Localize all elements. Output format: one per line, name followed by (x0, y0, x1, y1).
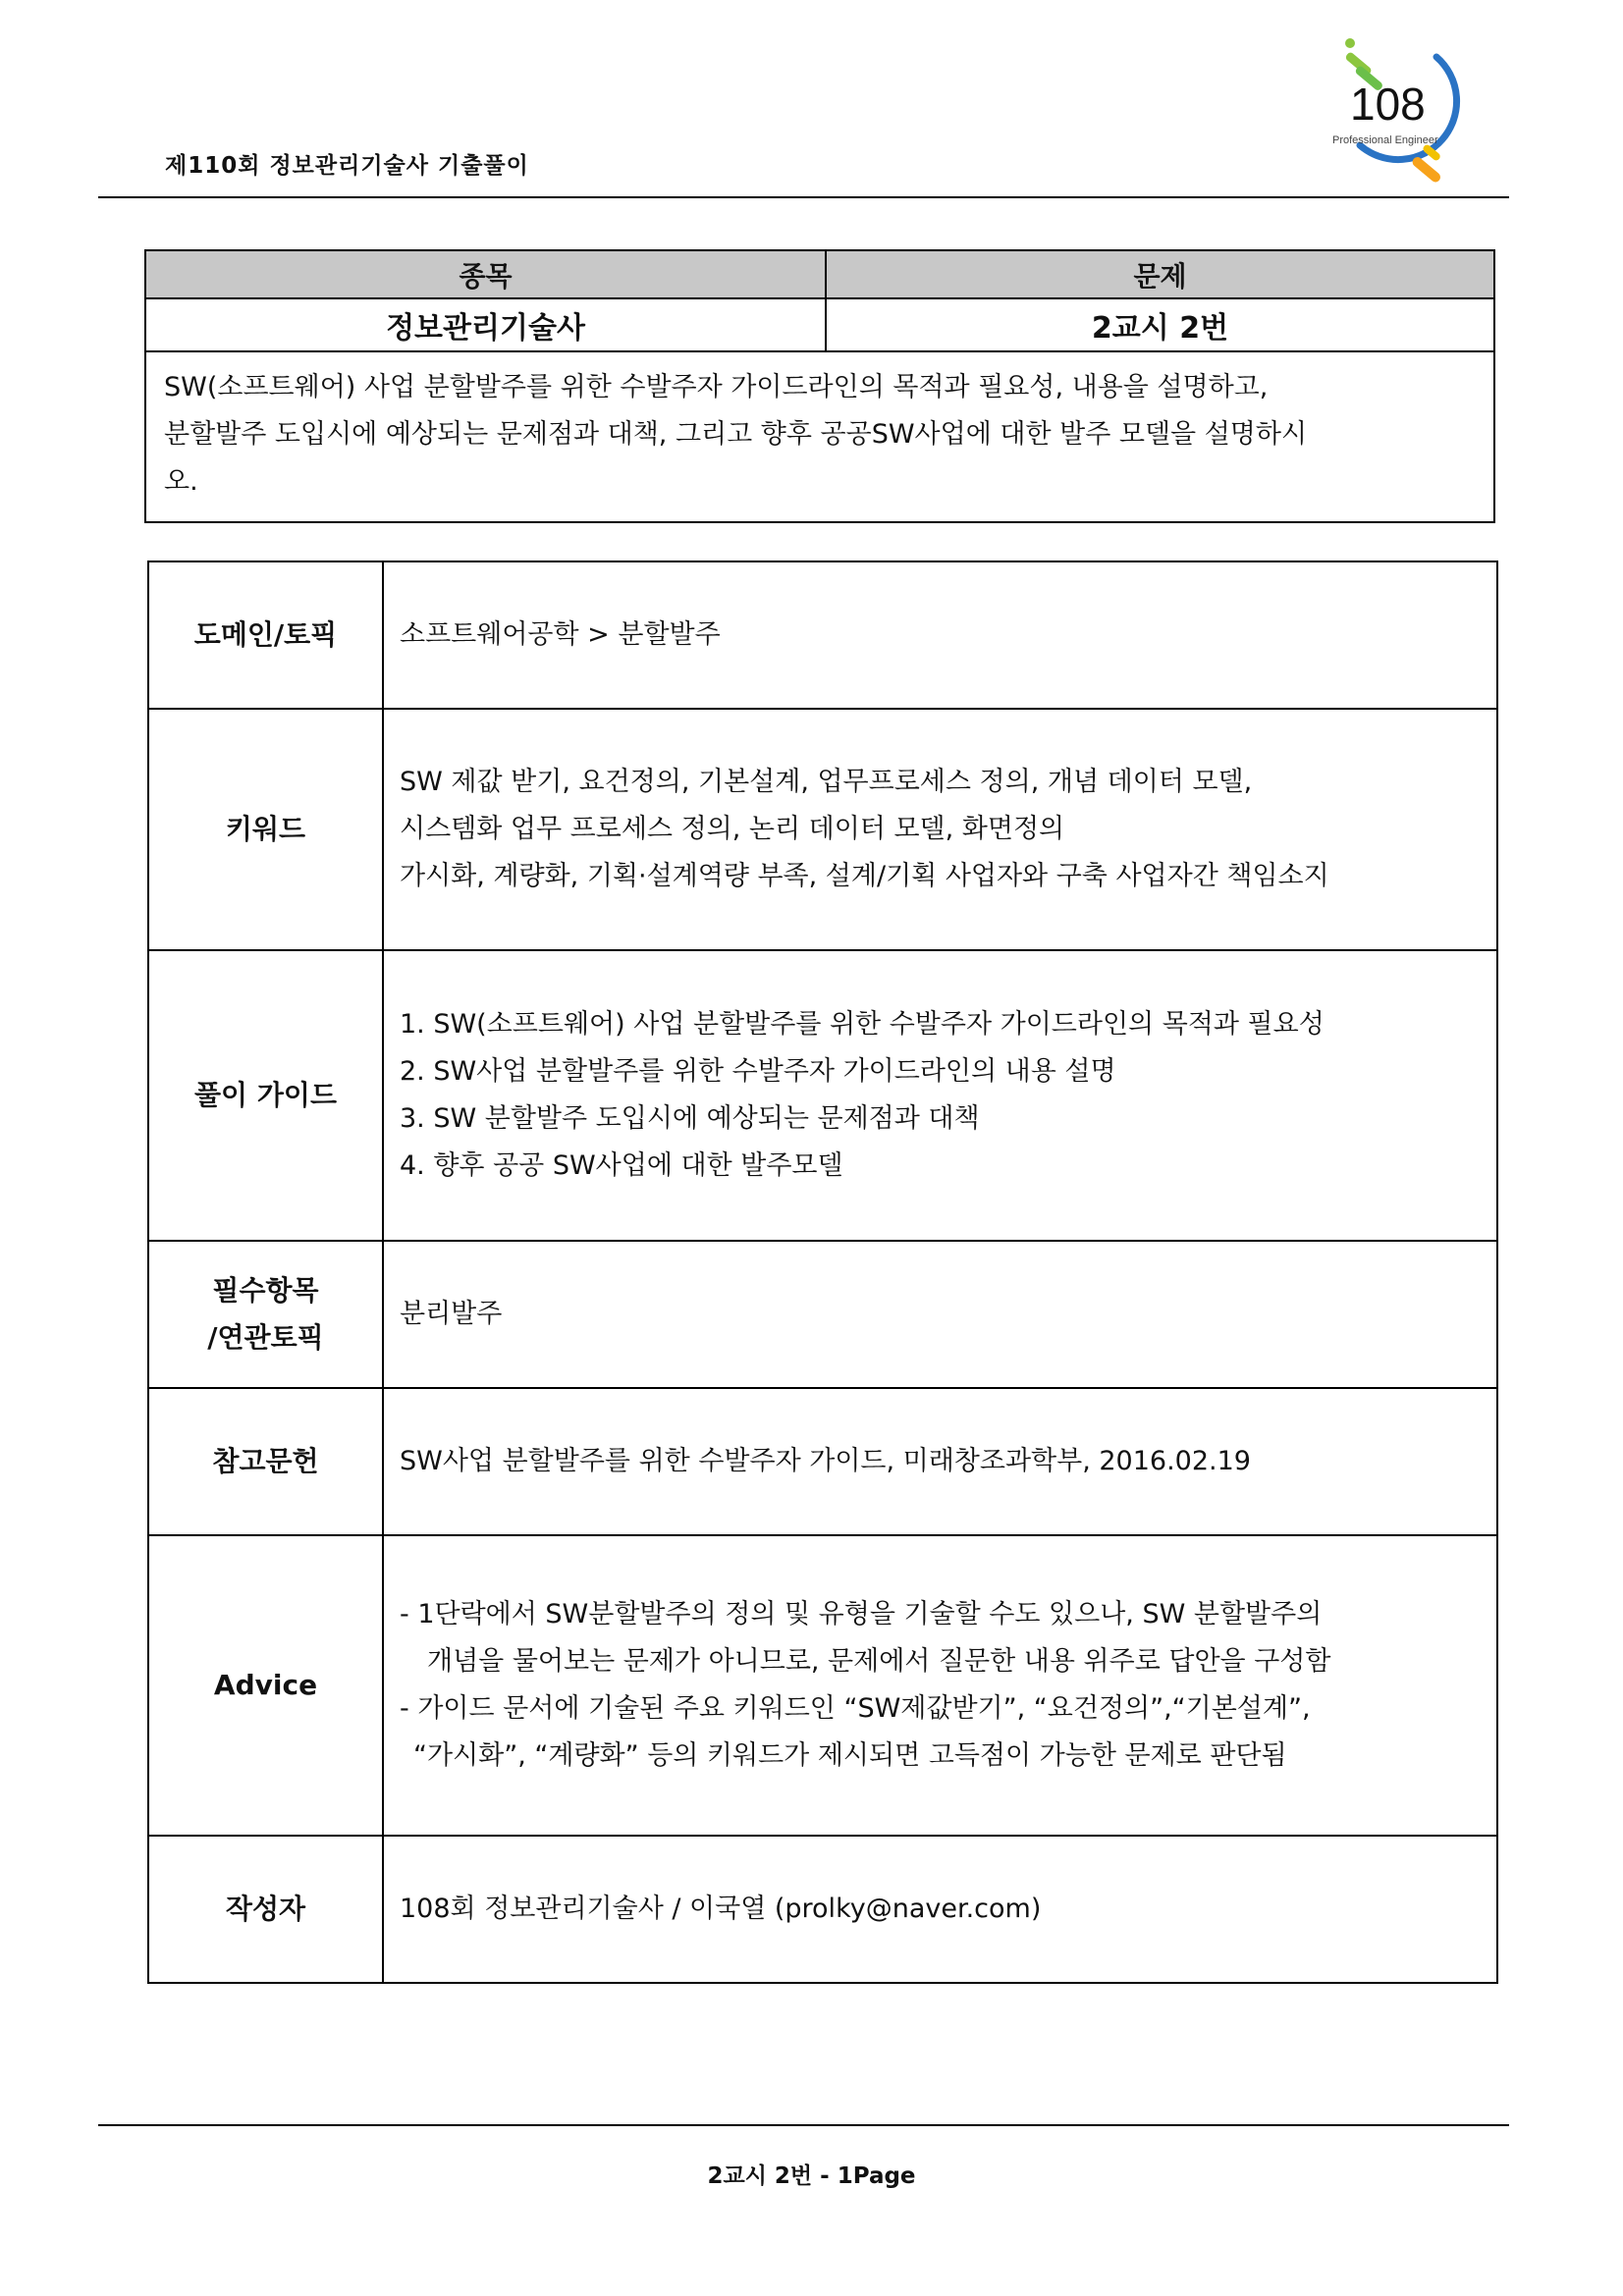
guide-line: 1. SW(소프트웨어) 사업 분할발주를 위한 수발주자 가이드라인의 목적과 필요성 (400, 1009, 1325, 1040)
advice-label: Advice (148, 1535, 383, 1836)
advice-line: 개념을 물어보는 문제가 아니므로, 문제에서 질문한 내용 위주로 답안을 구성함 (427, 1646, 1331, 1677)
document-header-title: 제110회 정보관리기술사 기출풀이 (165, 153, 529, 179)
guide-content (383, 950, 1497, 1241)
problem-header: 문제 (826, 250, 1494, 298)
footer-divider (98, 2124, 1509, 2126)
domain-label: 도메인/토픽 (148, 561, 383, 709)
advice-line: - 가이드 문서에 기술된 주요 키워드인 “SW제값받기”, “요건정의”,“기본설계”, (400, 1693, 1311, 1724)
problem-value: 2교시 2번 (826, 298, 1494, 351)
question-line: 분할발주 도입시에 예상되는 문제점과 대책, 그리고 향후 공공SW사업에 대한 발주 모델을 설명하시 (164, 419, 1308, 450)
logo-number: 108 (1350, 79, 1426, 130)
required-label (148, 1241, 383, 1388)
subject-value: 정보관리기술사 (145, 298, 826, 351)
author-content: 108회 정보관리기술사 / 이국열 (prolky@naver.com) (383, 1836, 1497, 1983)
keywords-label: 키워드 (148, 709, 383, 950)
logo-subtitle: Professional Engineer (1332, 134, 1438, 146)
guide-line: 2. SW사업 분할발주를 위한 수발주자 가이드라인의 내용 설명 (400, 1056, 1116, 1087)
guide-line: 3. SW 분할발주 도입시에 예상되는 문제점과 대책 (400, 1103, 980, 1134)
page-footer: 2교시 2번 - 1Page (707, 2163, 916, 2189)
question-text (145, 351, 1494, 522)
info-table (147, 561, 1498, 1984)
required-label-line: /연관토픽 (207, 1321, 324, 1354)
question-table (144, 249, 1495, 523)
keyword-line: SW 제값 받기, 요건정의, 기본설계, 업무프로세스 정의, 개념 데이터 모델, (400, 767, 1253, 797)
reference-label: 참고문헌 (148, 1388, 383, 1535)
subject-header: 종목 (145, 250, 826, 298)
keyword-line: 가시화, 계량화, 기획·설계역량 부족, 설계/기획 사업자와 구축 사업자간 책임소지 (400, 861, 1329, 891)
advice-line: “가시화”, “계량화” 등의 키워드가 제시되면 고득점이 가능한 문제로 판단됨 (413, 1740, 1287, 1771)
header-divider (98, 196, 1509, 198)
advice-content (383, 1535, 1497, 1836)
logo-108 (1321, 29, 1478, 187)
keywords-content (383, 709, 1497, 950)
guide-line: 4. 향후 공공 SW사업에 대한 발주모델 (400, 1150, 843, 1181)
required-label-line: 필수항목 (212, 1274, 319, 1307)
question-line: SW(소프트웨어) 사업 분할발주를 위한 수발주자 가이드라인의 목적과 필요성, 내용을 설명하고, (164, 372, 1269, 402)
domain-content: 소프트웨어공학 > 분할발주 (383, 561, 1497, 709)
guide-label: 풀이 가이드 (148, 950, 383, 1241)
required-content: 분리발주 (383, 1241, 1497, 1388)
author-label: 작성자 (148, 1836, 383, 1983)
reference-content: SW사업 분할발주를 위한 수발주자 가이드, 미래창조과학부, 2016.02.19 (383, 1388, 1497, 1535)
advice-line: - 1단락에서 SW분할발주의 정의 및 유형을 기술할 수도 있으나, SW 분할발주의 (400, 1599, 1323, 1629)
keyword-line: 시스템화 업무 프로세스 정의, 논리 데이터 모델, 화면정의 (400, 814, 1065, 844)
question-line: 오. (164, 466, 198, 497)
